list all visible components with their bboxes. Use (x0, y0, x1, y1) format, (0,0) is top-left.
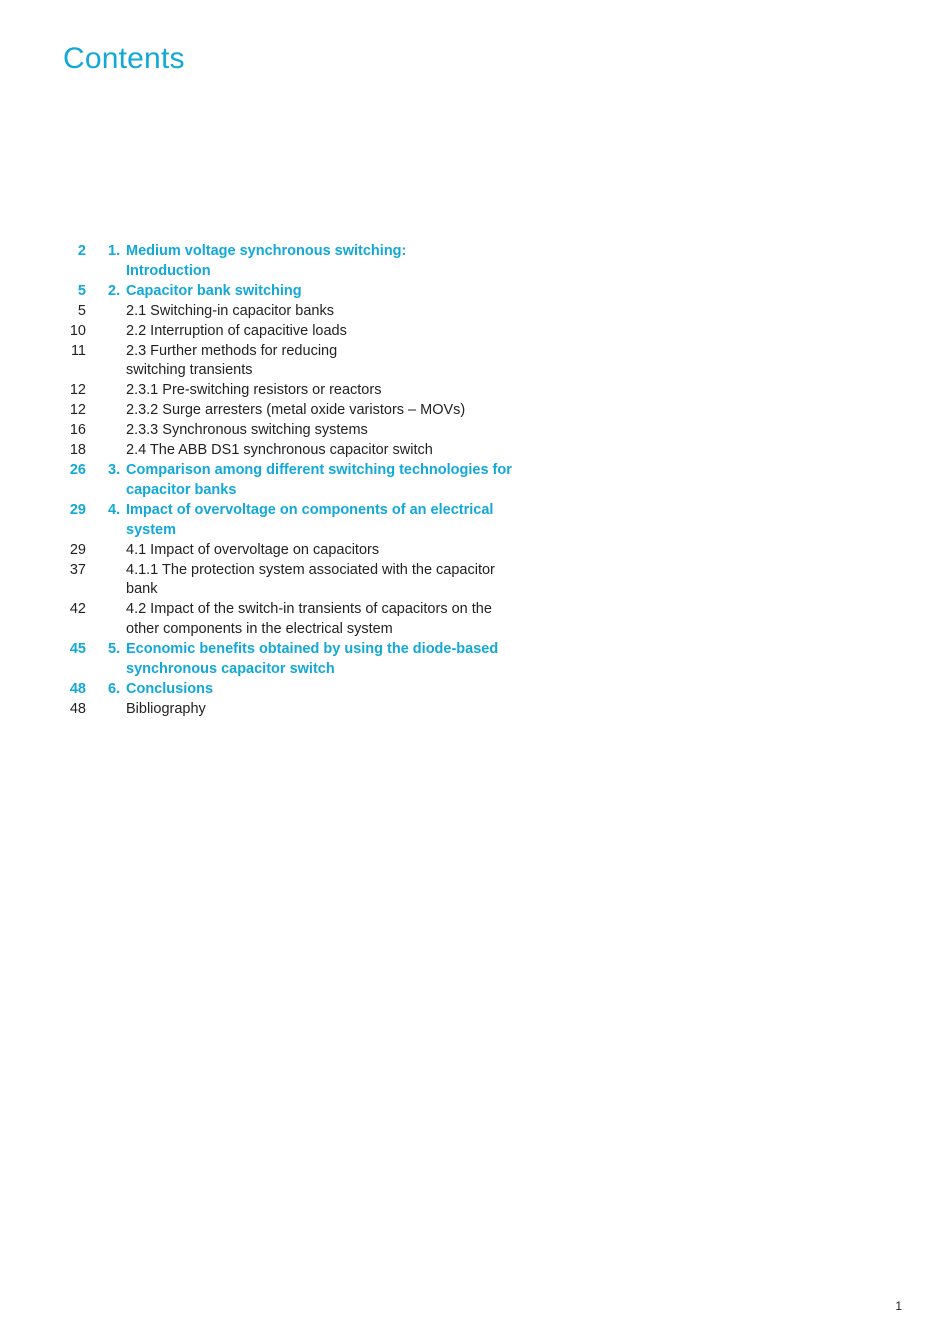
toc-entry[interactable] (60, 381, 530, 401)
toc-section-number (108, 322, 126, 342)
toc-entry[interactable] (60, 242, 530, 282)
toc-section-number: 4. (108, 501, 121, 518)
toc-page-number: 5 (77, 282, 86, 299)
toc-label: Conclusions (126, 680, 214, 697)
toc-label: 4.2 Impact of the switch-in transients of capacitors on the other components in the electrical system (126, 601, 492, 638)
toc-section-number (108, 541, 126, 561)
toc-section-number (108, 600, 126, 640)
toc-entry[interactable] (60, 322, 530, 342)
toc-page-number: 26 (69, 461, 86, 478)
toc-label: Impact of overvoltage on components of an electrical system (126, 501, 494, 538)
toc-label: Bibliography (126, 700, 206, 717)
toc-entry[interactable] (60, 561, 530, 601)
toc-section-number: 2. (108, 282, 121, 299)
toc-section-number: 6. (108, 680, 121, 697)
toc-label: Medium voltage synchronous switching: Introduction (126, 243, 407, 279)
toc-section-number: 1. (108, 243, 121, 259)
toc-page-number: 10 (69, 322, 86, 339)
toc-entry[interactable] (60, 421, 530, 441)
toc-page-number: 18 (69, 442, 86, 459)
toc-entry[interactable] (60, 541, 530, 561)
toc-label: 2.3.3 Synchronous switching systems (126, 422, 368, 439)
toc-label: 2.3.2 Surge arresters (metal oxide varistors – MOVs) (126, 402, 466, 419)
toc-page-number: 48 (69, 700, 86, 717)
toc-label: 4.1.1 The protection system associated with the capacitor bank (126, 561, 495, 598)
toc-label: 4.1 Impact of overvoltage on capacitors (126, 541, 380, 558)
toc-section-number (108, 401, 126, 421)
toc-page-number: 45 (69, 641, 86, 658)
toc-section-number: 3. (108, 461, 121, 478)
toc-page-number: 48 (69, 680, 86, 697)
page-number: 1 (895, 1299, 902, 1313)
toc-section-number (108, 381, 126, 401)
toc-label: 2.3 Further methods for reducing switching transients (126, 342, 338, 379)
toc-entry[interactable] (60, 461, 530, 501)
toc-label: Comparison among different switching technologies for capacitor banks (126, 461, 512, 498)
toc-page-number: 11 (70, 342, 86, 359)
toc-section-number: 5. (108, 641, 121, 658)
toc-label: Economic benefits obtained by using the diode-based synchronous capacitor switch (126, 641, 499, 678)
toc-page-number: 12 (69, 402, 86, 419)
toc-label: 2.3.1 Pre-switching resistors or reactors (126, 382, 382, 399)
toc-section-number (108, 421, 126, 441)
toc-section-number (108, 561, 126, 601)
toc-section-number (108, 441, 126, 461)
toc-page-number: 42 (69, 601, 86, 618)
toc-page-number: 2 (77, 243, 86, 259)
toc-entry[interactable] (60, 441, 530, 461)
toc-label: Capacitor bank switching (126, 282, 302, 299)
toc-label: 2.2 Interruption of capacitive loads (126, 322, 347, 339)
toc-page-number: 5 (77, 302, 86, 319)
table-of-contents (60, 242, 530, 720)
toc-page-number: 16 (69, 422, 86, 439)
toc-entry[interactable] (60, 302, 530, 322)
toc-entry[interactable] (60, 680, 530, 700)
toc-page-number: 29 (69, 541, 86, 558)
toc-entry[interactable] (60, 342, 530, 382)
toc-page-number: 12 (69, 382, 86, 399)
toc-entry[interactable] (60, 401, 530, 421)
toc-entry[interactable] (60, 600, 530, 640)
toc-entry[interactable] (60, 640, 530, 680)
toc-entry[interactable] (60, 700, 530, 720)
toc-label: 2.4 The ABB DS1 synchronous capacitor switch (126, 442, 433, 459)
toc-entry[interactable] (60, 501, 530, 541)
toc-entry[interactable] (60, 282, 530, 302)
page-title: Contents (63, 42, 185, 75)
toc-section-number (108, 302, 126, 322)
toc-section-number (108, 342, 126, 382)
toc-page-number: 37 (69, 561, 86, 578)
toc-label: 2.1 Switching-in capacitor banks (126, 302, 334, 319)
toc-page-number: 29 (69, 501, 86, 518)
toc-section-number (108, 700, 126, 720)
